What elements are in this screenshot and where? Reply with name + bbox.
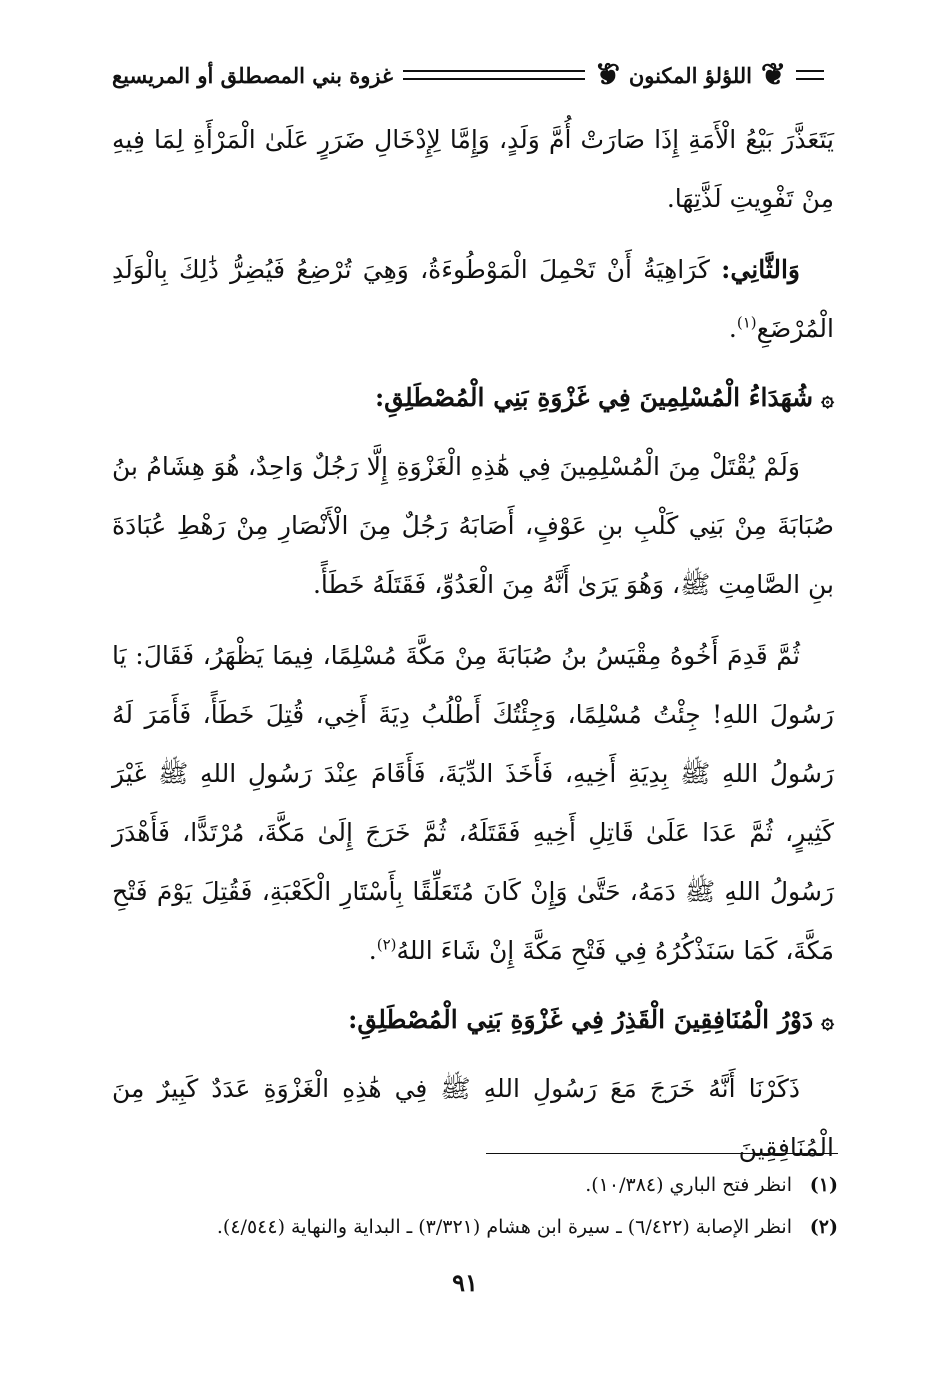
main-text — [112, 110, 834, 1189]
page-number: ٩١ — [452, 1268, 478, 1297]
paragraph-1: يَتَعَذَّرَ بَيْعُ الْأَمَةِ إِذَا صَارَتْ أُمَّ وَلَدٍ، وَإِمَّا لِإِدْخَالِ ضَرَرٍ عَلَىٰ الْمَرْأَةِ لِمَا فِيهِ مِنْ تَفْوِيتِ لَذَّتِهَا. — [112, 125, 834, 213]
footnote-1 — [112, 1164, 838, 1206]
section-ornament-icon: ۞ — [821, 386, 834, 412]
section-heading-martyrs — [112, 370, 834, 427]
paragraph-2-end: . — [728, 314, 737, 343]
header-rule-middle — [403, 70, 585, 80]
paragraph-5: ذَكَرْنَا أَنَّهُ خَرَجَ مَعَ رَسُولِ اللهِ ﷺ فِي هَٰذِهِ الْغَزْوَةِ عَدَدٌ كَبِيرٌ مِنَ الْمُنَافِقِينَ — [112, 1074, 834, 1162]
section-heading-hypocrites — [112, 992, 834, 1049]
header-rule-right — [796, 70, 824, 80]
footnote-1-number: (١) — [809, 1174, 838, 1196]
section-ornament-icon: ۞ — [821, 1008, 834, 1034]
paragraph-4-text: ثُمَّ قَدِمَ أَخُوهُ مِقْيَسُ بنُ صُبَابَةَ مِنْ مَكَّةَ مُسْلِمًا، فِيمَا يَظْهَرُ، فَقَالَ: يَا رَسُولَ اللهِ! جِئْتُ مُسْلِمًا، وَجِئْتُكَ أَطْلُبُ دِيَةَ أَخِي، قُتِلَ خَطَأً، فَأَمَرَ لَهُ رَسُولُ اللهِ ﷺ بِدِيَةِ أَخِيهِ، فَأَخَذَ الدِّيَةَ، فَأَقَامَ عِنْدَ رَسُولِ اللهِ ﷺ غَيْرَ كَثِيرٍ، ثُمَّ عَدَا عَلَىٰ قَاتِلِ أَخِيهِ فَقَتَلَهُ، ثُمَّ خَرَجَ إِلَىٰ مَكَّةَ، مُرْتَدًّا، فَأَهْدَرَ رَسُولُ اللهِ ﷺ دَمَهُ، حَتَّىٰ وَإِنْ كَانَ مُتَعَلِّقًا بِأَسْتَارِ الْكَعْبَةِ، فَقُتِلَ يَوْمَ فَتْحِ مَكَّةَ، كَمَا سَنَذْكُرُهُ فِي فَتْحِ مَكَّةَ إِنْ شَاءَ اللهُ — [112, 641, 834, 965]
footnote-2 — [112, 1206, 838, 1248]
paragraph-4-end: . — [368, 936, 377, 965]
chapter-title: غزوة بني المصطلق أو المريسيع — [112, 62, 393, 88]
footnote-ref-2: (٢) — [376, 935, 397, 954]
footnote-1-text: انظر فتح الباري (١٠/٣٨٤). — [585, 1174, 792, 1196]
section-heading-2-text: دَوْرُ الْمُنَافِقِينَ الْقَذِرُ فِي غَزْوَةِ بَنِي الْمُصْطَلِقِ: — [348, 1005, 814, 1034]
paragraph-2 — [112, 240, 834, 358]
section-heading-1-text: شُهَدَاءُ الْمُسْلِمِينَ فِي غَزْوَةِ بَنِي الْمُصْطَلِقِ: — [374, 383, 814, 412]
footnote-2-text: انظر الإصابة (٦/٤٢٢) ـ سيرة ابن هشام (٣/٣٢١) ـ البداية والنهاية (٤/٥٤٤). — [216, 1216, 792, 1238]
footnotes — [112, 1164, 838, 1248]
footnote-2-number: (٢) — [809, 1216, 838, 1238]
footnote-ref-1: (١) — [736, 313, 757, 332]
paragraph-3: وَلَمْ يُقْتَلْ مِنَ الْمُسْلِمِينَ فِي هَٰذِهِ الْغَزْوَةِ إِلَّا رَجُلٌ وَاحِدٌ، هُوَ هِشَامُ بنُ صُبَابَةَ مِنْ بَنِي كَلْبِ بنِ عَوْفٍ، أَصَابَهُ رَجُلٌ مِنَ الْأَنْصَارِ مِنْ رَهْطِ عُبَادَةَ بنِ الصَّامِتِ ﷺ، وَهُوَ يَرَىٰ أَنَّهُ مِنَ الْعَدُوِّ، فَقَتَلَهُ خَطَأً. — [112, 452, 834, 599]
paragraph-4 — [112, 626, 834, 980]
paragraph-2-lead: وَالثَّانِي: — [721, 255, 800, 284]
running-header — [112, 48, 824, 102]
footnote-separator — [486, 1153, 838, 1154]
paragraph-2-text: كَرَاهِيَةُ أَنْ تَحْمِلَ الْمَوْطُوءَةُ، وَهِيَ تُرْضِعُ فَيُضِرُّ ذَٰلِكَ بِالْوَلَدِ الْمُرْضَعِ — [112, 255, 834, 343]
book-title: ❦ اللؤلؤ المكنون ❦ — [595, 57, 786, 94]
